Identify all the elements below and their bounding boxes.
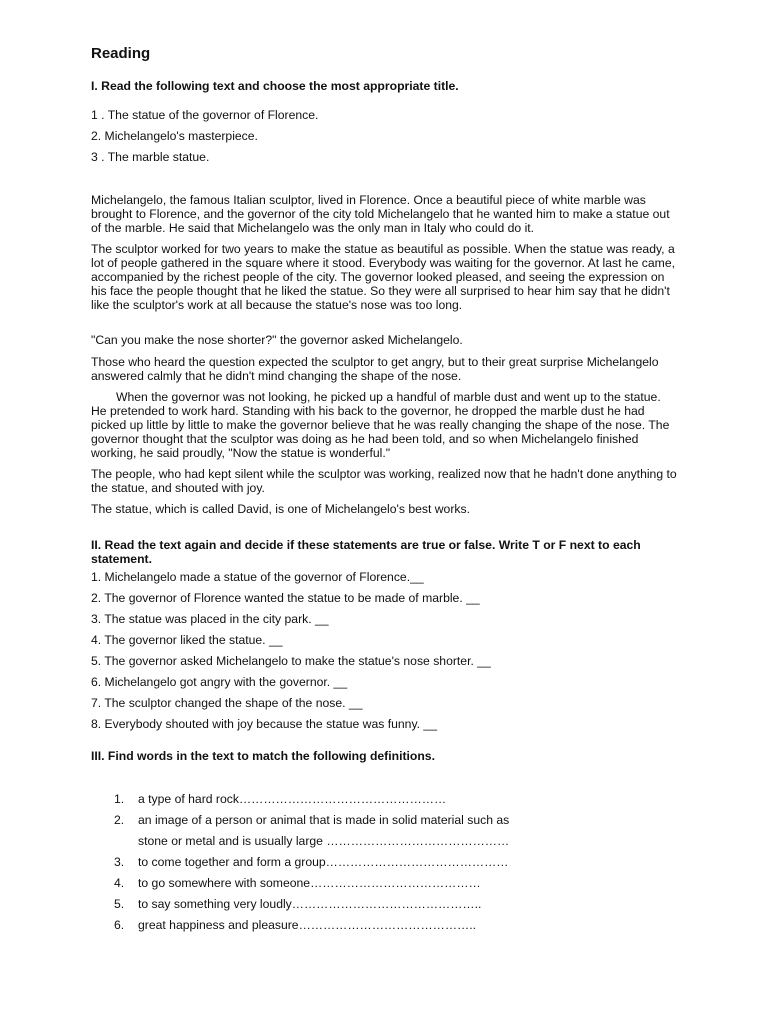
title-option-3: 3 . The marble statue. — [91, 150, 210, 164]
statement-5: 5. The governor asked Michelangelo to make the statue's nose shorter. __ — [91, 654, 491, 668]
definition-text: to go somewhere with someone…………………………………… — [138, 876, 481, 890]
definition-number: 5. — [114, 897, 125, 911]
statement-8: 8. Everybody shouted with joy because the statue was funny. __ — [91, 717, 437, 731]
statement-2: 2. The governor of Florence wanted the statue to be made of marble. __ — [91, 591, 480, 605]
passage-paragraph-4: Those who heard the question expected the sculptor to get angry, but to their great surprise Michelangelo answered calmly that he didn't mind changing the shape of the nose. — [91, 355, 659, 383]
definition-number: 6. — [114, 918, 125, 932]
passage-paragraph-6: The people, who had kept silent while the sculptor was working, realized now that he hadn't done anything to the statue, and shouted with joy. — [91, 467, 677, 495]
definition-text-continued: stone or metal and is usually large ……………………………………… — [138, 834, 510, 848]
definition-text: a type of hard rock…………………………………………… — [138, 792, 447, 806]
passage-paragraph-2: The sculptor worked for two years to make the statue as beautiful as possible. When the statue was ready, a lot of people gathered in the square where it stood. Everybody was waiting for the governor. At last he came, accompanied by the richest people of the city. The governor looked pleased, and seeing the expression on his face the people thought that he liked the statue. So they were all surprised to hear him say that he didn't like the sculptor's work at all because the statue's nose was too long. — [91, 242, 675, 312]
definition-number: 4. — [114, 876, 125, 890]
statement-7: 7. The sculptor changed the shape of the nose. __ — [91, 696, 363, 710]
definition-text: to say something very loudly……………………………………….. — [138, 897, 482, 911]
definition-number: 3. — [114, 855, 125, 869]
passage-paragraph-1: Michelangelo, the famous Italian sculptor, lived in Florence. Once a beautiful piece of white marble was brought to Florence, and the governor of the city told Michelangelo that he wanted him to make a statue out of the marble. He said that Michelangelo was the only man in Italy who could do it. — [91, 193, 670, 235]
statement-6: 6. Michelangelo got angry with the governor. __ — [91, 675, 348, 689]
page-title: Reading — [91, 45, 151, 62]
statement-1: 1. Michelangelo made a statue of the governor of Florence.__ — [91, 570, 424, 584]
section3-heading: III. Find words in the text to match the following definitions. — [91, 749, 435, 763]
section1-heading: I. Read the following text and choose the most appropriate title. — [91, 79, 459, 93]
definition-text: to come together and form a group……………………………………… — [138, 855, 509, 869]
statement-3: 3. The statue was placed in the city park. __ — [91, 612, 329, 626]
definition-text: an image of a person or animal that is made in solid material such as — [138, 813, 510, 827]
title-option-1: 1 . The statue of the governor of Florence. — [91, 108, 319, 122]
definition-text: great happiness and pleasure…………………………………….. — [138, 918, 476, 932]
definition-number: 1. — [114, 792, 125, 806]
definition-number: 2. — [114, 813, 125, 827]
section2-heading: II. Read the text again and decide if these statements are true or false. Write T or F next to each statement. — [91, 538, 641, 566]
passage-paragraph-5: When the governor was not looking, he picked up a handful of marble dust and went up to the statue. He pretended to work hard. Standing with his back to the governor, he dropped the marble dust he had picked up little by little to make the governor believe that he was really changing the shape of the nose. The governor thought that the sculptor was doing as he had been told, and so when Michelangelo finished working, he said proudly, "Now the statue is wonderful." — [91, 390, 670, 460]
passage-paragraph-3: "Can you make the nose shorter?" the governor asked Michelangelo. — [91, 333, 463, 347]
title-option-2: 2. Michelangelo's masterpiece. — [91, 129, 258, 143]
statement-4: 4. The governor liked the statue. __ — [91, 633, 283, 647]
passage-paragraph-7: The statue, which is called David, is one of Michelangelo's best works. — [91, 502, 470, 516]
